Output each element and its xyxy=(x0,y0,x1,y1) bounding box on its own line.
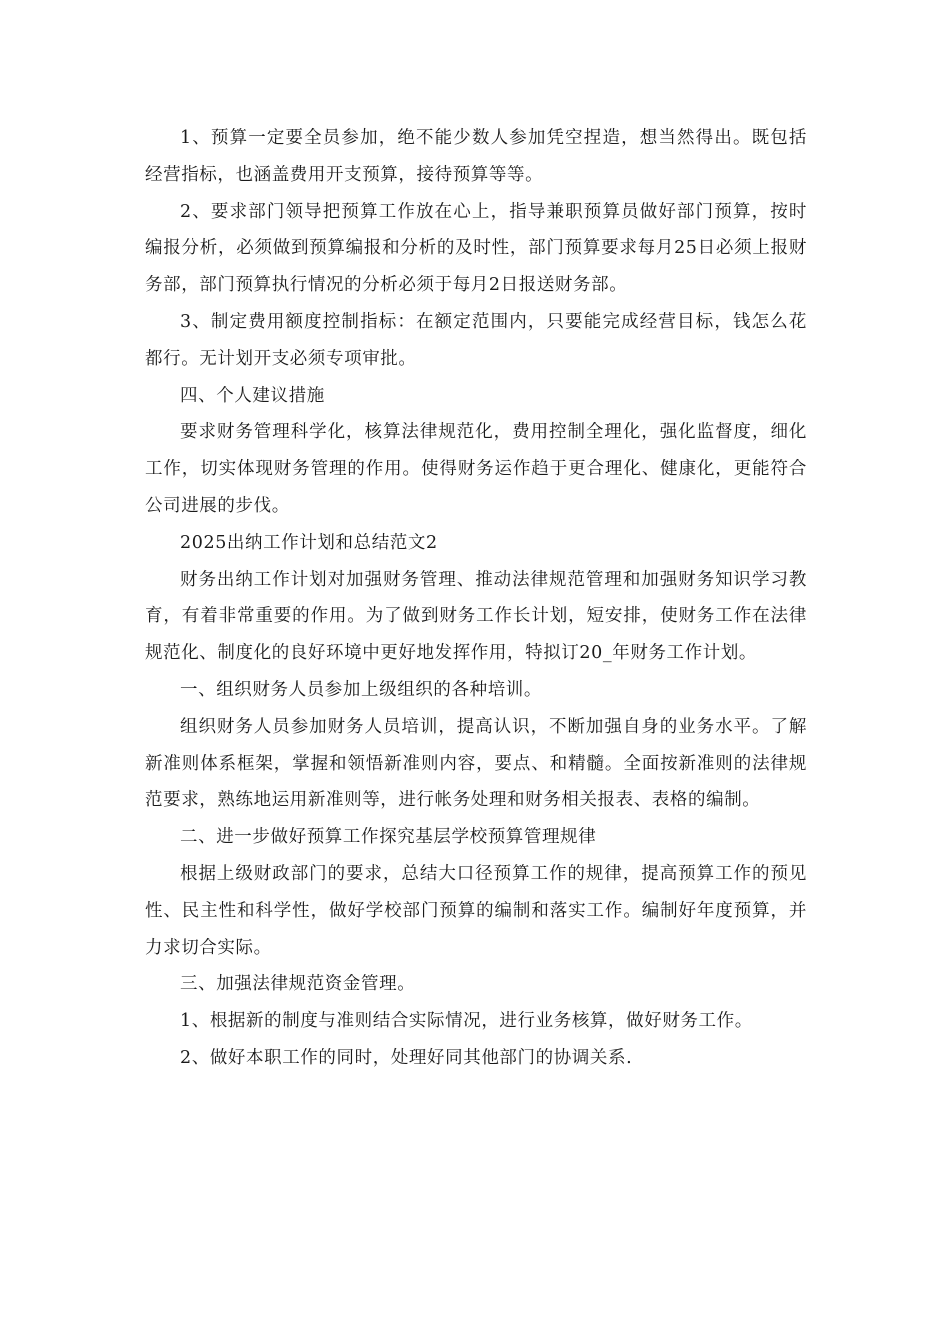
paragraph-cashier-plan-intro: 财务出纳工作计划对加强财务管理、推动法律规范管理和加强财务知识学习教育，有着非常重要的作用。为了做到财务工作长计划，短安排，使财务工作在法律规范化、制度化的良好环境中更好地发挥作用，特拟订20_年财务工作计划。 xyxy=(145,569,807,664)
paragraph-training: 组织财务人员参加财务人员培训，提高认识，不断加强自身的业务水平。了解新准则体系框架，掌握和领悟新准则内容，要点、和精髓。全面按新准则的法律规范要求，熟练地运用新准则等，进行帐务处理和财务相关报表、表格的编制。 xyxy=(145,716,807,811)
heading-personal-suggestions: 四、个人建议措施 xyxy=(180,385,325,406)
heading-training: 一、组织财务人员参加上级组织的各种培训。 xyxy=(180,679,542,700)
section-title: 2025出纳工作计划和总结范文2 xyxy=(180,532,438,553)
paragraph-expense-control: 3、制定费用额度控制指标：在额定范围内，只要能完成经营目标，钱怎么花都行。无计划开支必须专项审批。 xyxy=(145,311,807,369)
heading-fund-management: 三、加强法律规范资金管理。 xyxy=(180,974,416,995)
document-body xyxy=(145,120,807,1077)
heading-budget-work: 二、进一步做好预算工作探究基层学校预算管理规律 xyxy=(180,827,597,848)
paragraph-business-accounting: 1、根据新的制度与准则结合实际情况，进行业务核算，做好财务工作。 xyxy=(180,1011,753,1032)
paragraph-management-requirements: 要求财务管理科学化，核算法律规范化，费用控制全理化，强化监督度，细化工作，切实体现财务管理的作用。使得财务运作趋于更合理化、健康化，更能符合公司进展的步伐。 xyxy=(145,422,807,516)
paragraph-coordination: 2、做好本职工作的同时，处理好同其他部门的协调关系. xyxy=(180,1047,633,1068)
paragraph-budget-work: 根据上级财政部门的要求，总结大口径预算工作的规律，提高预算工作的预见性、民主性和科学性，做好学校部门预算的编制和落实工作。编制好年度预算，并力求切合实际。 xyxy=(145,863,807,958)
paragraph-budget-participation: 1、预算一定要全员参加，绝不能少数人参加凭空捏造，想当然得出。既包括经营指标，也涵盖费用开支预算，接待预算等等。 xyxy=(145,128,807,185)
paragraph-department-budget: 2、要求部门领导把预算工作放在心上，指导兼职预算员做好部门预算，按时编报分析，必须做到预算编报和分析的及时性，部门预算要求每月25日必须上报财务部，部门预算执行情况的分析必须于每月2日报送财务部。 xyxy=(145,201,807,296)
